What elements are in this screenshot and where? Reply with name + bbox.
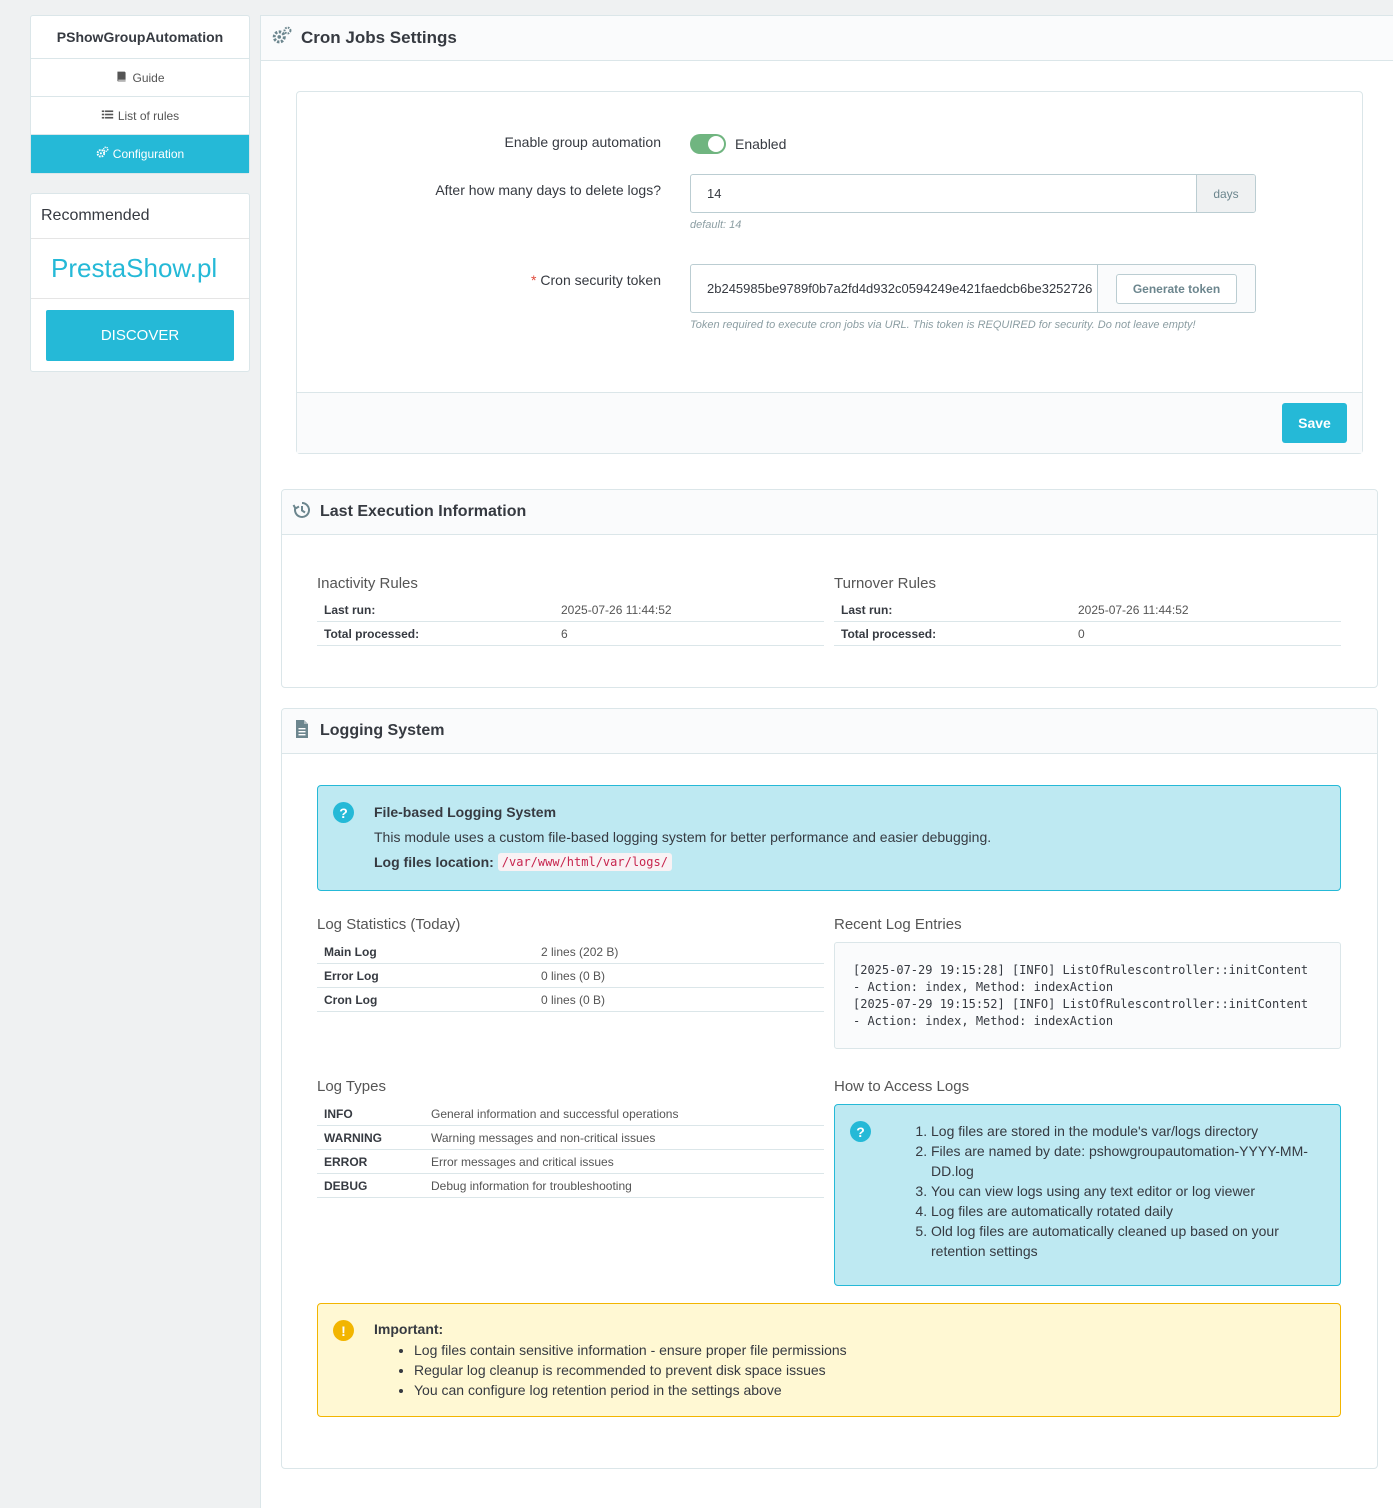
table-row — [317, 1102, 824, 1126]
list-item: 3. You can view logs using any text editor or log viewer — [931, 1181, 1329, 1201]
log-location-path: /var/www/html/var/logs/ — [498, 853, 672, 871]
recent-log-entries-title: Recent Log Entries — [834, 916, 962, 933]
logging-info-alert — [317, 785, 1341, 891]
table-row — [317, 622, 824, 646]
log-statistics-table — [317, 940, 824, 1012]
cron-token-input[interactable]: 2b245985be9789f0b7a2fd4d932c0594249e421faedcb6be3252726 — [707, 281, 1093, 296]
module-menu — [30, 15, 250, 174]
total-processed-value: 6 — [561, 626, 568, 641]
turnover-rules-title: Turnover Rules — [834, 575, 936, 592]
table-row — [834, 622, 1341, 646]
list-item: 4. Log files are automatically rotated daily — [931, 1201, 1329, 1221]
log-type-desc: Debug information for troubleshooting — [431, 1178, 632, 1193]
log-type-desc: Error messages and critical issues — [431, 1154, 614, 1169]
last-run-value: 2025-07-26 11:44:52 — [1078, 602, 1189, 617]
last-run-label: Last run: — [324, 602, 376, 617]
history-icon — [292, 500, 312, 525]
logging-system-title: Logging System — [320, 722, 445, 739]
how-to-access-logs-title: How to Access Logs — [834, 1078, 970, 1095]
log-size: 0 lines (0 B) — [541, 968, 606, 983]
days-addon: days — [1196, 175, 1255, 212]
form-footer — [297, 392, 1362, 453]
cron-token-label — [531, 272, 661, 288]
important-list — [374, 1340, 847, 1400]
logging-info-title: File-based Logging System — [374, 804, 557, 820]
page-header — [261, 16, 1393, 61]
important-title: Important: — [374, 1321, 444, 1337]
sidebar-item-list-of-rules[interactable] — [31, 97, 249, 135]
logging-system-header — [282, 709, 1377, 754]
enable-automation-state: Enabled — [735, 136, 787, 152]
logging-system-panel — [281, 708, 1378, 1469]
log-name: Error Log — [324, 968, 379, 983]
cron-token-group — [690, 264, 1256, 313]
delete-logs-days-help: default: 14 — [690, 219, 742, 231]
list-item: • You can configure log retention period in the settings above — [414, 1380, 847, 1400]
table-row — [317, 940, 824, 964]
logging-info-text: This module uses a custom file-based logging system for better performance and easier debugging. — [374, 829, 992, 845]
how-to-access-logs-alert — [834, 1104, 1341, 1286]
cogs-icon — [271, 25, 293, 52]
last-run-label: Last run: — [841, 602, 893, 617]
generate-token-button[interactable]: Generate token — [1116, 274, 1237, 304]
recommended-panel — [30, 193, 250, 372]
log-type-name: DEBUG — [324, 1178, 368, 1193]
log-type-name: ERROR — [324, 1154, 368, 1169]
inactivity-rules-title: Inactivity Rules — [317, 575, 418, 592]
last-run-value: 2025-07-26 11:44:52 — [561, 602, 672, 617]
file-icon — [292, 719, 312, 744]
save-button[interactable]: Save — [1282, 403, 1347, 443]
last-execution-title: Last Execution Information — [320, 503, 527, 520]
required-mark: * — [530, 272, 537, 288]
log-type-name: INFO — [324, 1106, 353, 1121]
table-row — [317, 1150, 824, 1174]
question-icon: ? — [333, 802, 354, 823]
delete-logs-days-group — [690, 174, 1256, 213]
list-icon — [101, 108, 114, 124]
exclamation-icon: ! — [333, 1320, 354, 1341]
table-row — [317, 1174, 824, 1198]
access-steps-list — [911, 1121, 1329, 1261]
log-statistics-title: Log Statistics (Today) — [317, 916, 461, 933]
cogs-icon — [96, 146, 109, 162]
question-icon: ? — [850, 1121, 871, 1142]
cron-token-help: Token required to execute cron jobs via URL. This token is REQUIRED for security. Do not leave empty! — [690, 319, 1196, 331]
list-item: 2. Files are named by date: pshowgroupautomation-YYYY-MM-DD.log — [931, 1141, 1329, 1181]
sidebar-item-label: Configuration — [112, 147, 185, 161]
sidebar — [30, 15, 250, 372]
delete-logs-days-label: After how many days to delete logs? — [435, 182, 661, 198]
total-processed-label: Total processed: — [841, 626, 937, 641]
token-addon — [1097, 265, 1255, 312]
table-row — [317, 598, 824, 622]
table-row — [317, 964, 824, 988]
cron-token-label-text: Cron security token — [540, 272, 661, 288]
cron-settings-form — [296, 91, 1363, 454]
list-item: 5. Old log files are automatically cleaned up based on your retention settings — [931, 1221, 1329, 1261]
table-row — [317, 988, 824, 1012]
turnover-rules-table — [834, 598, 1341, 646]
enable-automation-label: Enable group automation — [504, 134, 661, 150]
list-item: 1. Log files are stored in the module's var/logs directory — [931, 1121, 1329, 1141]
log-type-name: WARNING — [324, 1130, 382, 1145]
last-execution-header — [282, 490, 1377, 535]
sidebar-item-configuration[interactable] — [31, 135, 249, 173]
recommended-title: Recommended — [31, 194, 249, 239]
important-warning-alert — [317, 1303, 1341, 1417]
main-content — [260, 15, 1393, 1508]
log-size: 0 lines (0 B) — [541, 992, 606, 1007]
sidebar-item-label: List of rules — [117, 108, 180, 123]
delete-logs-days-input[interactable]: 14 — [707, 186, 722, 201]
discover-button[interactable]: DISCOVER — [46, 310, 234, 361]
log-location-label: Log files location: — [374, 854, 494, 870]
inactivity-rules-table — [317, 598, 824, 646]
table-row — [834, 598, 1341, 622]
sidebar-item-guide[interactable] — [31, 59, 249, 97]
total-processed-value: 0 — [1078, 626, 1085, 641]
last-execution-panel — [281, 489, 1378, 688]
log-type-desc: Warning messages and non-critical issues — [431, 1130, 656, 1145]
list-item: • Log files contain sensitive information - ensure proper file permissions — [414, 1340, 847, 1360]
log-type-desc: General information and successful operations — [431, 1106, 679, 1121]
log-location-line — [374, 853, 672, 871]
prestashow-logo[interactable]: PrestaShow.pl — [31, 239, 249, 299]
enable-automation-switch[interactable] — [690, 134, 726, 154]
log-types-table — [317, 1102, 824, 1198]
table-row — [317, 1126, 824, 1150]
recent-log-entries: [2025-07-29 19:15:28] [INFO] ListOfRulescontroller::initContent - Action: index, Method: indexAction [2025-07-29 19:15:52] [INFO] ListOfRulescontroller::initContent - Action: index, Method: indexAction — [834, 942, 1341, 1049]
module-title: PShowGroupAutomation — [31, 16, 249, 59]
sidebar-item-label: Guide — [132, 70, 165, 85]
log-size: 2 lines (202 B) — [541, 944, 619, 959]
page-title: Cron Jobs Settings — [301, 28, 457, 47]
log-types-title: Log Types — [317, 1078, 386, 1095]
total-processed-label: Total processed: — [324, 626, 420, 641]
book-icon — [115, 70, 128, 86]
log-name: Main Log — [324, 944, 377, 959]
log-name: Cron Log — [324, 992, 378, 1007]
list-item: • Regular log cleanup is recommended to prevent disk space issues — [414, 1360, 847, 1380]
